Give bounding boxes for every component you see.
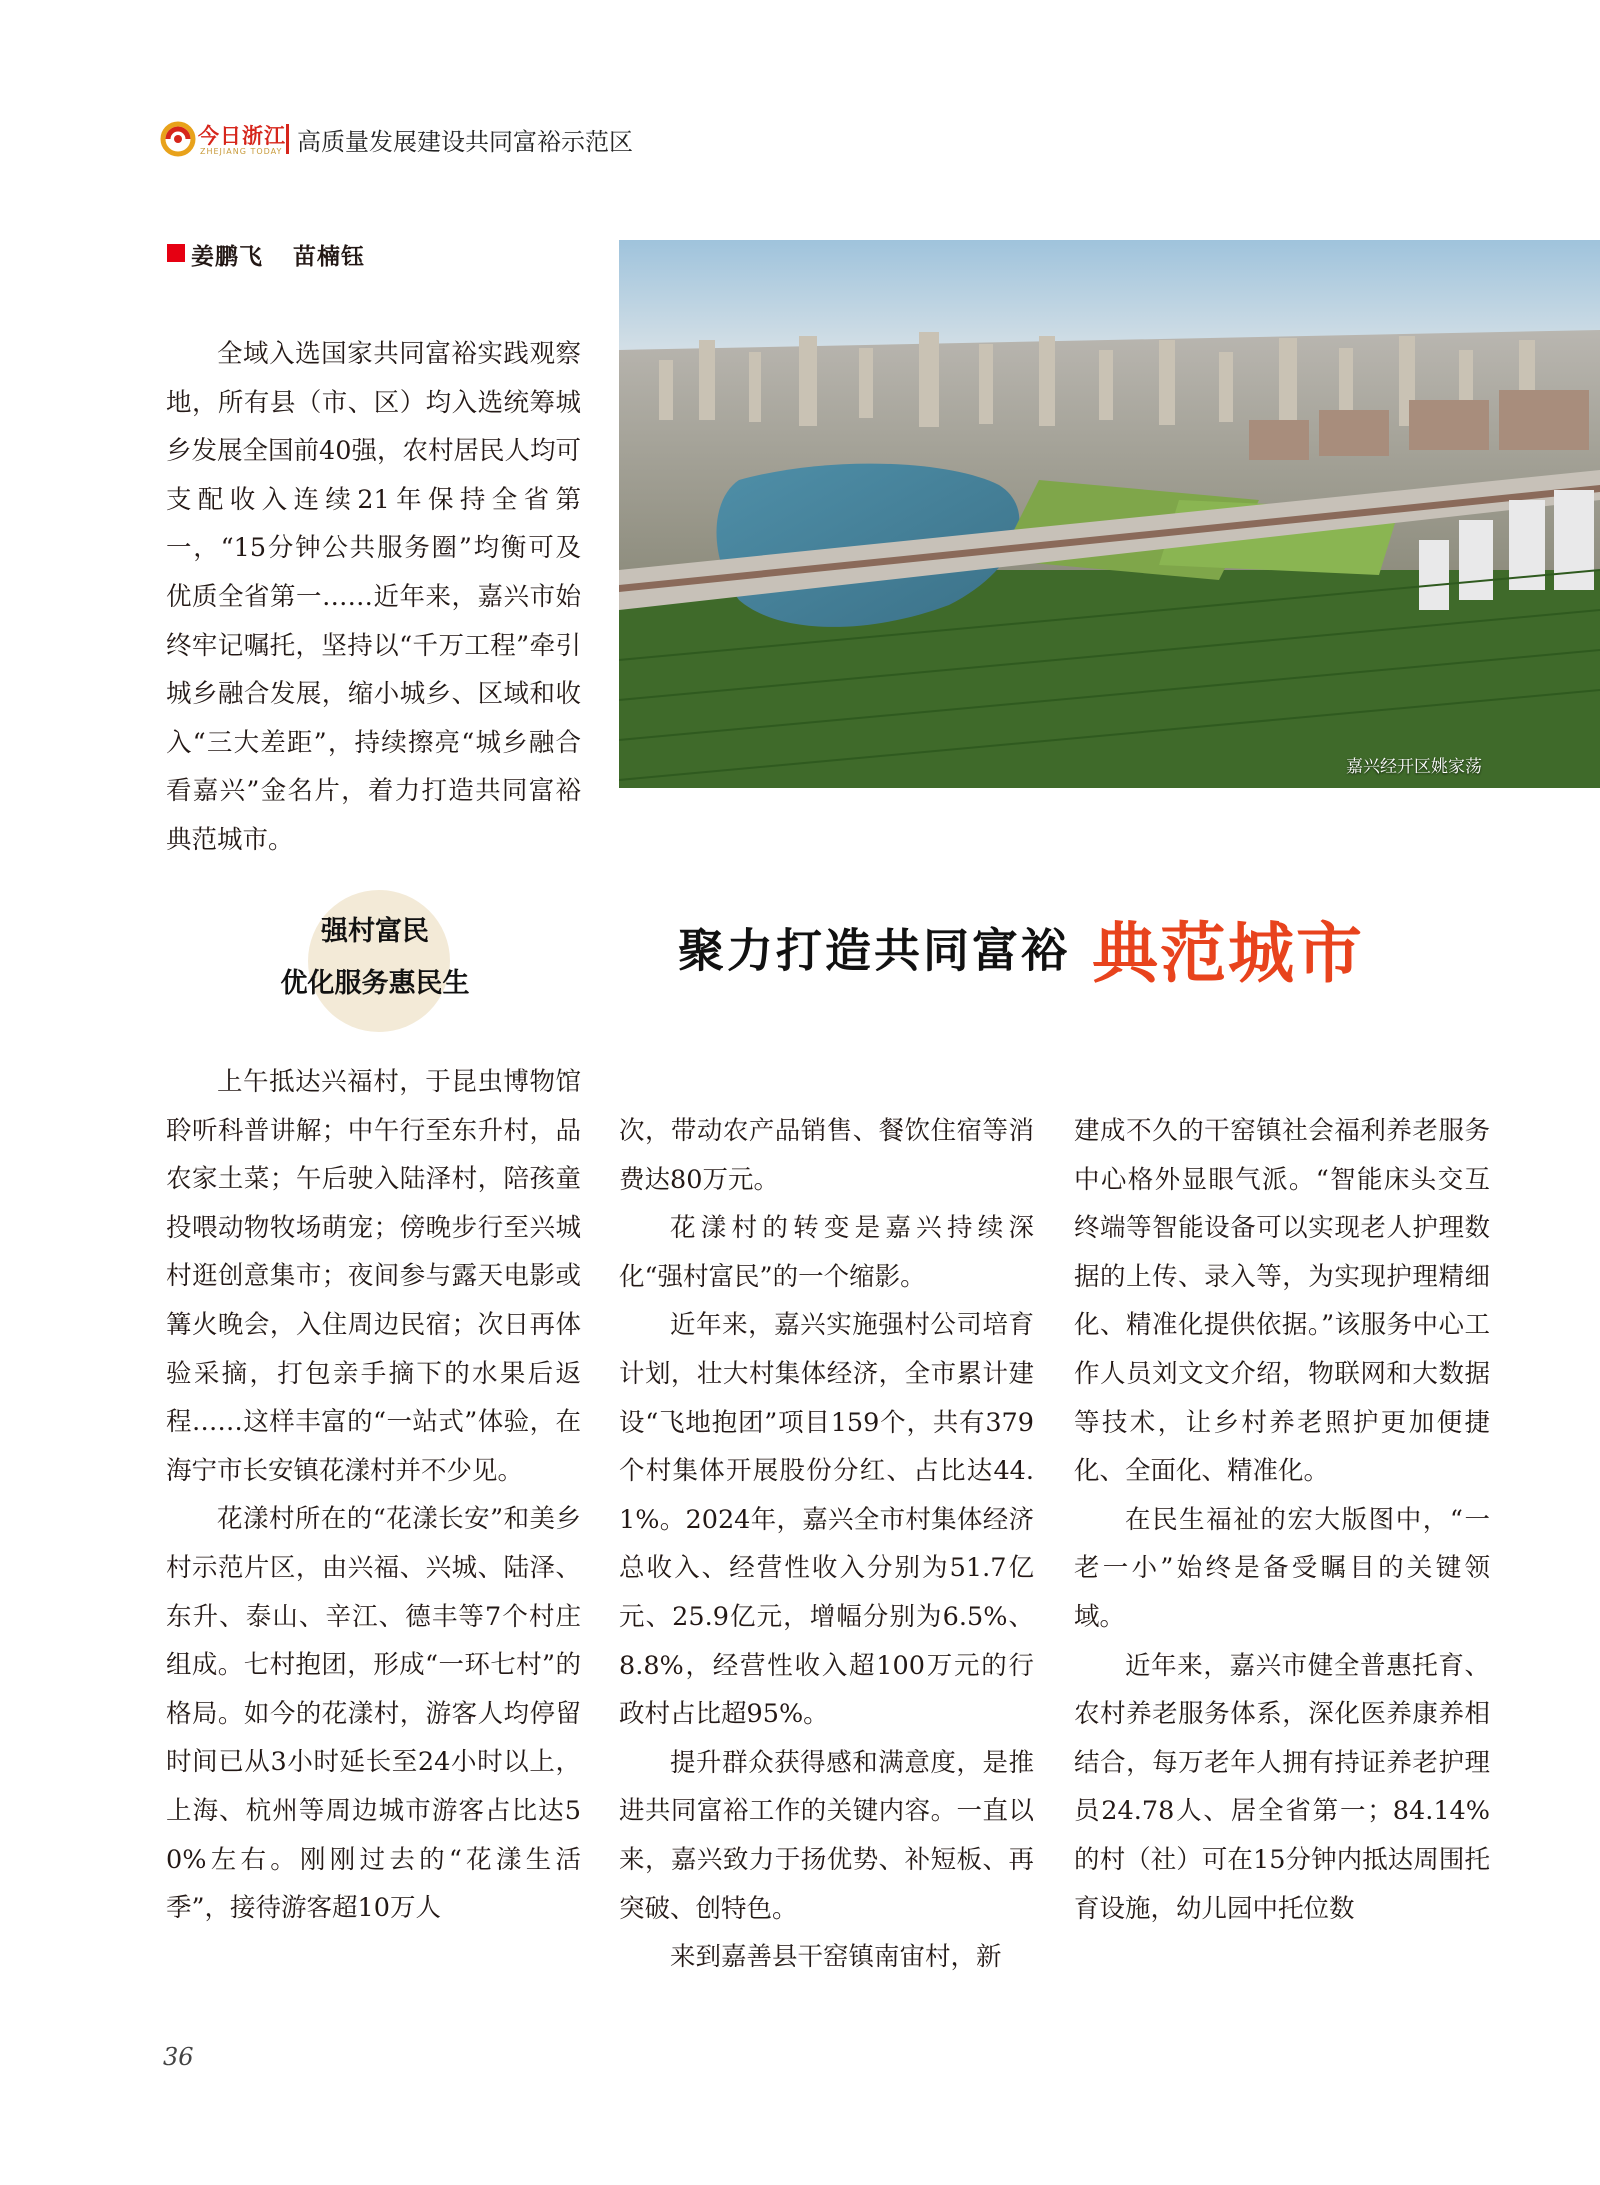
column-3 [1074,1107,1490,1933]
paragraph: 上午抵达兴福村，于昆虫博物馆聆听科普讲解；中午行至东升村，品农家土菜；午后驶入陆泽村，陪孩童投喂动物牧场萌宠；傍晚步行至兴城村逛创意集市；夜间参与露天电影或篝火晚会，入住周边民宿；次日再体验采摘，打包亲手摘下的水果后返程……这样丰富的“一站式”体验，在海宁市长安镇花漾村并不少见。 [166,1067,581,1486]
subheading-line: 强村富民 [321,916,429,947]
page-number: 36 [163,2043,194,2071]
paragraph: 花漾村所在的“花漾长安”和美乡村示范片区，由兴福、兴城、陆泽、东升、泰山、辛江、德丰等7个村庄组成。七村抱团，形成“一环七村”的格局。如今的花漾村，游客人均停留时间已从3小时延长至24小时以上，上海、杭州等周边城市游客占比达50%左右。刚刚过去的“花漾生活季”，接待游客超10万人 [166,1504,581,1924]
subheading-line: 优化服务惠民生 [280,968,470,999]
paragraph: 近年来，嘉兴实施强村公司培育计划，壮大村集体经济，全市累计建设“飞地抱团”项目159个，共有379个村集体开展股份分红、占比达44.1%。2024年，嘉兴全市村集体经济总收入、经营性收入分别为51.7亿元、25.9亿元，增幅分别为6.5%、8.8%，经营性收入超100万元的行政村占比超95%。 [619,1310,1034,1730]
aerial-photo [619,240,1600,788]
paragraph-continued: 建成不久的干窑镇社会福利养老服务中心格外显眼气派。“智能床头交互终端等智能设备可以实现老人护理数据的上传、录入等，为实现护理精细化、精准化提供依据。”该服务中心工作人员刘文文介绍，物联网和大数据等技术，让乡村养老照护更加便捷化、全面化、精准化。 [1074,1116,1490,1487]
author-marker-icon [167,244,185,262]
photo-caption: 嘉兴经开区姚家荡 [1346,757,1482,777]
header-divider [286,124,289,154]
author-name: 姜鹏飞 [191,244,263,270]
paragraph: 花漾村的转变是嘉兴持续深化“强村富民”的一个缩影。 [619,1213,1034,1292]
paragraph: 在民生福祉的宏大版图中，“一老一小”始终是备受瞩目的关键领域。 [1074,1504,1490,1632]
section-title: 高质量发展建设共同富裕示范区 [297,128,633,156]
title-part-main: 聚力打造共同富裕 [678,923,1070,978]
paragraph-continued: 次，带动农产品销售、餐饮住宿等消费达80万元。 [619,1116,1034,1195]
logo-swirl-icon [160,121,196,157]
title-part-highlight: 典范城市 [1092,915,1364,992]
subheading [200,906,550,1010]
author-name: 苗楠钰 [293,244,365,270]
column-2 [619,1107,1034,1982]
logo-text: 今日浙江 [198,123,286,148]
byline [191,238,365,271]
paragraph: 来到嘉善县干窑镇南宙村，新 [670,1942,1002,1973]
paragraph: 近年来，嘉兴市健全普惠托育、农村养老服务体系，深化医养康养相结合，每万老年人拥有持证养老护理员24.78人、居全省第一；84.14%的村（社）可在15分钟内抵达周围托育设施，幼儿园中托位数 [1074,1650,1490,1924]
article-title [678,900,1364,995]
intro-paragraph: 全域入选国家共同富裕实践观察地，所有县（市、区）均入选统筹城乡发展全国前40强，农村居民人均可支配收入连续21年保持全省第一，“15分钟公共服务圈”均衡可及优质全省第一……近年来，嘉兴市始终牢记嘱托，坚持以“千万工程”牵引城乡融合发展，缩小城乡、区域和收入“三大差距”，持续擦亮“城乡融合看嘉兴”金名片，着力打造共同富裕典范城市。 [166,339,581,855]
paragraph: 提升群众获得感和满意度，是推进共同富裕工作的关键内容。一直以来，嘉兴致力于扬优势、补短板、再突破、创特色。 [619,1747,1034,1924]
column-1 [166,1058,581,1933]
intro-block [166,330,581,865]
logo-subtext: ZHEJIANG TODAY [200,147,283,156]
